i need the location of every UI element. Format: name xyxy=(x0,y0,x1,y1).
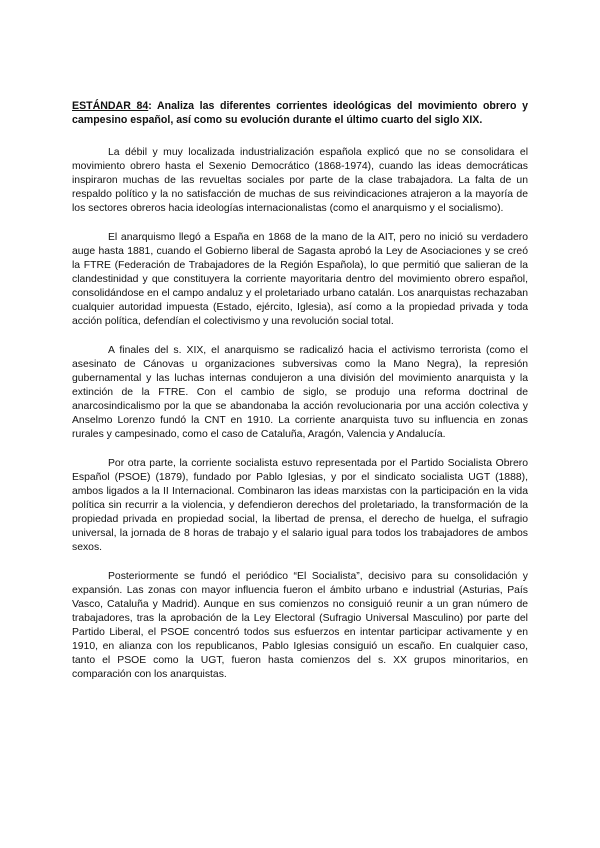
document-body xyxy=(72,99,528,697)
standard-label: ESTÁNDAR 84 xyxy=(72,100,149,112)
paragraph-anarquismo: El anarquismo llegó a España en 1868 de la mano de la AIT, pero no inició su verdadero auge hasta 1881, cuando el Gobierno liberal de Sagasta aprobó la Ley de Asociaciones y se creó la FTRE (Federación de Trabajadores de la Región Española), lo que permitió que salieran de la clandestinidad y que constituyera la corriente mayoritaria dentro del movimiento obrero español, consolidándose en el campo andaluz y el proletariado urbano catalán. Los anarquistas rechazaban cualquier autoridad impuesta (Estado, ejército, Iglesia), así como a la propiedad privada y toda acción política, defendían el colectivismo y una revolución social total. xyxy=(72,232,528,327)
paragraph-radicalizacion: A finales del s. XIX, el anarquismo se radicalizó hacia el activismo terrorista (como el asesinato de Cánovas u organizaciones subversivas como la Mano Negra), la represión gubernamental y las luchas internas condujeron a una división del movimiento anarquista y la extinción de la FTRE. Con el cambio de siglo, se produjo una reforma doctrinal de anarcosindicalismo por la que se abandonaba la acción revolucionaria por una acción colectiva y Anselmo Lorenzo fundó la CNT en 1910. La corriente anarquista tuvo su influencia en zonas rurales y campesinado, como el caso de Cataluña, Aragón, Valencia y Andalucía. xyxy=(72,345,528,440)
standard-description: : Analiza las diferentes corrientes ideológicas del movimiento obrero y campesino español, así como su evolución durante el último cuarto del siglo XIX. xyxy=(72,100,528,126)
paragraph-el-socialista: Posteriormente se fundó el periódico “El Socialista”, decisivo para su consolidación y expansión. Las zonas con mayor influencia fueron el ámbito urbano e industrial (Asturias, País Vasco, Cataluña y Madrid). Aunque en sus comienzos no consiguió reunir a un gran número de trabajadores, tras la aprobación de la Ley Electoral (Sufragio Universal Masculino) por parte del Partido Liberal, el PSOE concentró todos sus esfuerzos en intentar participar activamente y en 1910, en alianza con los republicanos, Pablo Iglesias consiguió un escaño. En cualquier caso, tanto el PSOE como la UGT, fueron hasta comienzos del s. XX grupos minoritarios, en comparación con los anarquistas. xyxy=(72,571,528,680)
paragraph-socialismo: Por otra parte, la corriente socialista estuvo representada por el Partido Socialista Obrero Español (PSOE) (1879), fundado por Pablo Iglesias, y por el sindicato socialista UGT (1888), ambos ligados a la II Internacional. Combinaron las ideas marxistas con la participación en la vida política sin recurrir a la violencia, y defendieron derechos del proletariado, la transformación de la propiedad privada en propiedad social, la libertad de prensa, el derecho de huelga, el sufragio universal, la jornada de 8 horas de trabajo y el salario igual para todos los trabajadores de ambos sexos. xyxy=(72,458,528,553)
paragraph-intro: La débil y muy localizada industrialización española explicó que no se consolidara el movimiento obrero hasta el Sexenio Democrático (1868-1974), cuando las ideas democráticas inspiraron muchas de las revueltas sociales por parte de la clase trabajadora. La falta de un respaldo político y la no satisfacción de muchas de sus reivindicaciones atrajeron a la mayoría de los sectores obreros hacia ideologías internacionalistas (como el anarquismo y el socialismo). xyxy=(72,147,528,214)
standard-heading xyxy=(72,99,528,127)
